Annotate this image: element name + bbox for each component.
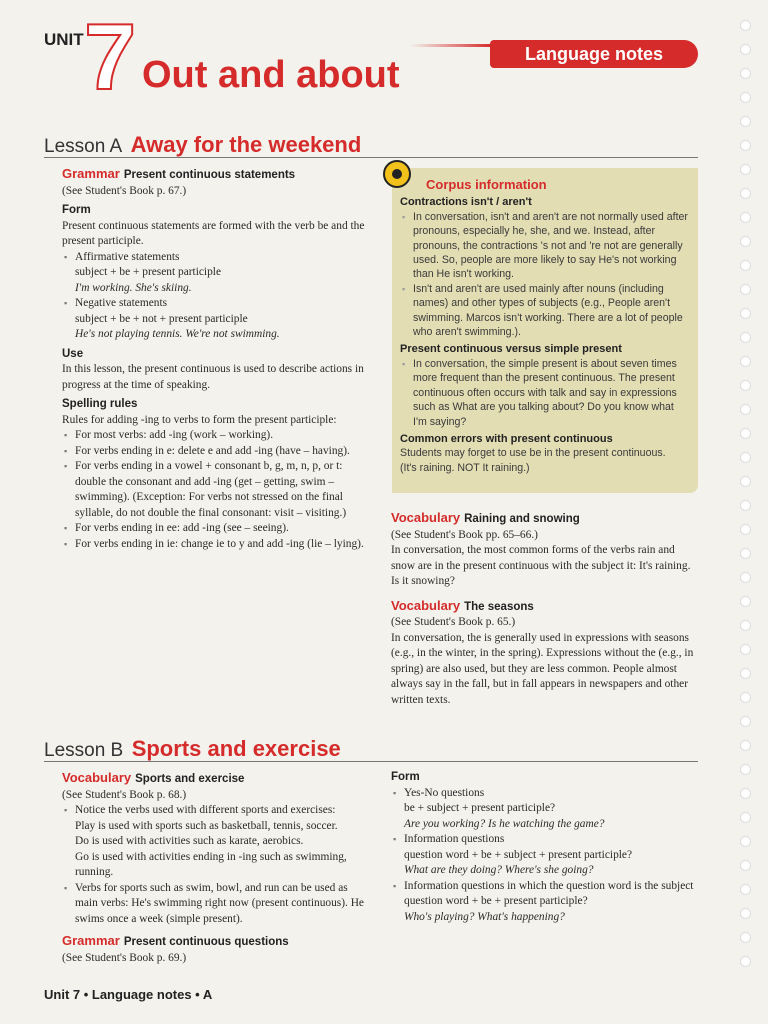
corpus-information-box xyxy=(392,168,698,493)
form-text: Present continuous statements are formed with the verb be and the present participle. xyxy=(62,219,365,247)
list-item: ▪ In conversation, isn't and aren't are not normally used after pronouns, especially he, she, and we. Instead, after pronouns, the contractions 's not and 're not are generally used. So, people are more likely to say He's not working than He isn't working. xyxy=(400,210,688,282)
yes-no-example: Are you working? Is he watching the game? xyxy=(404,817,605,830)
info-example: What are they doing? Where's she going? xyxy=(404,864,594,876)
form-heading-b: Form xyxy=(391,771,420,783)
lesson-b-right-column xyxy=(391,770,697,925)
use-heading: Use xyxy=(62,347,84,360)
use-text: In this lesson, the present continuous is used to describe actions in progress at the time of speaking. xyxy=(62,363,364,391)
spelling-intro: Rules for adding -ing to verbs to form the present participle: xyxy=(62,413,337,426)
negative-heading: ▪ Negative statements xyxy=(62,296,372,312)
page-footer: Unit 7 • Language notes • A xyxy=(44,987,213,1002)
lesson-b-left-column xyxy=(62,770,372,966)
lesson-a-divider xyxy=(44,157,698,158)
info-pattern: question word + be + subject + present participle? xyxy=(404,848,633,861)
unit-number: 7 xyxy=(84,4,137,109)
grammar-ref: (See Student's Book p. 67.) xyxy=(62,184,187,197)
unit-title: Out and about xyxy=(142,54,400,96)
affirmative-pattern: subject + be + present participle xyxy=(75,266,222,278)
list-item: ▪ For verbs ending in e: delete e and add -ing (have – having). xyxy=(62,444,372,460)
list-item: ▪ For most verbs: add -ing (work – working). xyxy=(62,428,372,444)
go-text: Go is used with activities ending in -ing such as swimming, running. xyxy=(75,850,347,878)
info2-pattern: question word + be + present participle? xyxy=(404,895,588,907)
grammar-heading-questions: Grammar Present continuous questions xyxy=(62,933,289,948)
lesson-a-title: Away for the weekend xyxy=(130,132,362,157)
lesson-b-heading xyxy=(44,736,341,762)
play-text: Play is used with sports such as basketball, tennis, soccer. xyxy=(75,819,338,832)
spelling-heading: Spelling rules xyxy=(62,398,138,410)
do-text: Do is used with activities such as karate, aerobics. xyxy=(75,835,304,847)
corpus-errors-example: (It's raining. NOT It raining.) xyxy=(400,461,530,474)
badge-decoration xyxy=(410,44,492,47)
list-item: ▪ For verbs ending in a vowel + consonant b, g, m, n, p, or t: double the consonant and add -ing (get – getting, swim – swimming). (Exception: For verbs not stressed on the final syllable, do not double the final consonant: visit – visiting.) xyxy=(62,459,372,521)
vocabulary-heading-sports: Vocabulary Sports and exercise xyxy=(62,770,245,785)
list-item: ▪ In conversation, the simple present is about seven times more frequent than the present continuous. The present continuous often occurs with talk and say in expressions such as What are you talking about? Do you know what I'm saying? xyxy=(400,357,688,429)
negative-example: He's not playing tennis. We're not swimming. xyxy=(75,328,280,340)
corpus-heading-errors: Common errors with present continuous xyxy=(400,432,613,445)
eye-icon xyxy=(383,160,411,188)
list-item: ▪ Verbs for sports such as swim, bowl, and run can be used as main verbs: He's swimming right now (present continuous). He swims once a week (simple present). xyxy=(62,881,372,928)
affirmative-heading: ▪ Affirmative statements xyxy=(62,250,372,266)
list-item: ▪ For verbs ending in ee: add -ing (see – seeing). xyxy=(62,521,372,537)
lesson-a-left-column xyxy=(62,166,372,552)
vocabulary-heading-rain: Vocabulary Raining and snowing xyxy=(391,510,580,525)
vocabulary-sports-ref: (See Student's Book p. 68.) xyxy=(62,788,187,801)
lesson-b-label: Lesson B xyxy=(44,740,124,761)
vocabulary-rain-text: In conversation, the most common forms of the verbs rain and snow are in the present continuous with the subject it: It's raining. Is it snowing? xyxy=(391,544,691,587)
list-item: ▪ Isn't and aren't are used mainly after nouns (including names) and other types of subjects (e.g., People aren't swimming. Marcos isn't working. There are a lot of people who aren't swimming.). xyxy=(400,282,688,340)
list-item: ▪ Information questions in which the question word is the subject xyxy=(391,879,697,895)
grammar-questions-ref: (See Student's Book p. 69.) xyxy=(62,951,187,964)
lesson-a-label: Lesson A xyxy=(44,136,123,157)
affirmative-example: I'm working. She's skiing. xyxy=(75,281,192,294)
info2-example: Who's playing? What's happening? xyxy=(404,910,565,923)
vocabulary-seasons-text: In conversation, the is generally used in expressions with seasons (e.g., in the winter, in the spring). Expressions without the (e.g., in spring) are also used, but they are less common. People almost always say in the fall, but in fall appears in newspapers and other written texts. xyxy=(391,631,694,706)
corpus-errors-text: Students may forget to use be in the present continuous. xyxy=(400,447,666,460)
lesson-b-title: Sports and exercise xyxy=(131,736,341,761)
lesson-a-right-column xyxy=(391,510,697,708)
corpus-heading-versus: Present continuous versus simple present xyxy=(400,343,622,356)
list-item: ▪ Information questions xyxy=(391,832,697,848)
yes-no-pattern: be + subject + present participle? xyxy=(404,802,556,814)
corpus-title: Corpus information xyxy=(426,177,547,192)
lesson-b-divider xyxy=(44,761,698,762)
list-item: ▪ Yes-No questions xyxy=(391,786,697,802)
negative-pattern: subject + be + not + present participle xyxy=(75,312,248,325)
list-item: ▪ Notice the verbs used with different sports and exercises: xyxy=(62,803,372,819)
corpus-heading-contractions: Contractions isn't / aren't xyxy=(400,196,532,209)
binder-holes xyxy=(740,20,754,980)
lesson-a-heading xyxy=(44,132,361,158)
vocabulary-seasons-ref: (See Student's Book p. 65.) xyxy=(391,616,516,628)
form-heading: Form xyxy=(62,204,91,216)
language-notes-badge: Language notes xyxy=(490,40,698,68)
vocabulary-rain-ref: (See Student's Book pp. 65–66.) xyxy=(391,528,538,541)
vocabulary-heading-seasons: Vocabulary The seasons xyxy=(391,597,534,613)
grammar-heading: Grammar Present continuous statements xyxy=(62,166,296,181)
list-item: ▪ For verbs ending in ie: change ie to y and add -ing (lie – lying). xyxy=(62,537,372,553)
unit-label: UNIT xyxy=(44,30,84,49)
spelling-rules-list xyxy=(62,428,372,552)
